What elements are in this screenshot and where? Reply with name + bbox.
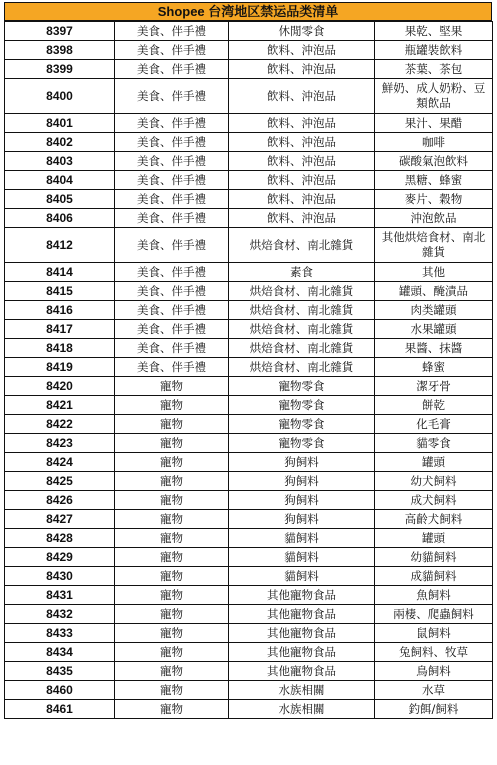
category-cat2-cell: 寵物零食 — [229, 415, 375, 434]
category-cat1-cell: 美食、伴手禮 — [115, 209, 229, 228]
category-cat1-cell: 美食、伴手禮 — [115, 339, 229, 358]
category-cat2-cell: 其他寵物食品 — [229, 624, 375, 643]
category-cat2-cell: 烘焙食材、南北雜貨 — [229, 339, 375, 358]
category-cat3-cell: 咖啡 — [375, 133, 493, 152]
category-code-cell: 8400 — [5, 79, 115, 114]
category-code-cell: 8397 — [5, 22, 115, 41]
category-cat3-cell: 幼犬飼料 — [375, 472, 493, 491]
category-cat3-cell: 其他烘焙食材、南北雜貨 — [375, 228, 493, 263]
category-cat2-cell: 素食 — [229, 263, 375, 282]
table-row — [5, 22, 493, 41]
category-cat3-cell: 潔牙骨 — [375, 377, 493, 396]
category-cat2-cell: 烘焙食材、南北雜貨 — [229, 228, 375, 263]
category-cat3-cell: 其他 — [375, 263, 493, 282]
category-table — [4, 21, 493, 719]
category-cat2-cell: 貓飼料 — [229, 567, 375, 586]
table-row — [5, 396, 493, 415]
category-cat1-cell: 美食、伴手禮 — [115, 171, 229, 190]
category-cat1-cell: 寵物 — [115, 415, 229, 434]
table-row — [5, 41, 493, 60]
sheet-title: Shopee 台湾地区禁运品类清单 — [4, 2, 492, 21]
category-code-cell: 8415 — [5, 282, 115, 301]
category-code-cell: 8433 — [5, 624, 115, 643]
category-cat3-cell: 高齡犬飼料 — [375, 510, 493, 529]
category-cat3-cell: 沖泡飲品 — [375, 209, 493, 228]
category-cat3-cell: 幼貓飼料 — [375, 548, 493, 567]
category-cat2-cell: 休閒零食 — [229, 22, 375, 41]
category-cat3-cell: 鼠飼料 — [375, 624, 493, 643]
category-code-cell: 8418 — [5, 339, 115, 358]
table-body — [5, 22, 493, 719]
table-row — [5, 190, 493, 209]
table-row — [5, 320, 493, 339]
category-cat2-cell: 飲料、沖泡品 — [229, 190, 375, 209]
category-code-cell: 8419 — [5, 358, 115, 377]
category-cat3-cell: 罐頭 — [375, 529, 493, 548]
category-code-cell: 8417 — [5, 320, 115, 339]
category-code-cell: 8404 — [5, 171, 115, 190]
table-row — [5, 358, 493, 377]
category-cat1-cell: 寵物 — [115, 529, 229, 548]
category-cat1-cell: 美食、伴手禮 — [115, 133, 229, 152]
category-cat1-cell: 美食、伴手禮 — [115, 228, 229, 263]
category-cat1-cell: 寵物 — [115, 434, 229, 453]
category-cat1-cell: 美食、伴手禮 — [115, 263, 229, 282]
category-cat2-cell: 其他寵物食品 — [229, 586, 375, 605]
category-cat1-cell: 寵物 — [115, 396, 229, 415]
category-cat2-cell: 狗飼料 — [229, 491, 375, 510]
category-cat2-cell: 烘焙食材、南北雜貨 — [229, 282, 375, 301]
category-cat1-cell: 寵物 — [115, 491, 229, 510]
table-row — [5, 453, 493, 472]
category-cat2-cell: 寵物零食 — [229, 434, 375, 453]
table-row — [5, 548, 493, 567]
category-code-cell: 8460 — [5, 681, 115, 700]
category-cat3-cell: 果醬、抹醬 — [375, 339, 493, 358]
table-row — [5, 662, 493, 681]
table-row — [5, 282, 493, 301]
category-cat2-cell: 飲料、沖泡品 — [229, 79, 375, 114]
category-cat3-cell: 水果罐頭 — [375, 320, 493, 339]
category-cat3-cell: 蜂蜜 — [375, 358, 493, 377]
category-cat1-cell: 寵物 — [115, 548, 229, 567]
category-code-cell: 8416 — [5, 301, 115, 320]
table-row — [5, 263, 493, 282]
category-cat1-cell: 美食、伴手禮 — [115, 358, 229, 377]
category-code-cell: 8403 — [5, 152, 115, 171]
category-cat2-cell: 貓飼料 — [229, 548, 375, 567]
category-cat1-cell: 美食、伴手禮 — [115, 114, 229, 133]
category-cat3-cell: 成犬飼料 — [375, 491, 493, 510]
category-cat2-cell: 水族相關 — [229, 700, 375, 719]
category-code-cell: 8424 — [5, 453, 115, 472]
category-cat3-cell: 兔飼料、牧草 — [375, 643, 493, 662]
category-code-cell: 8426 — [5, 491, 115, 510]
category-code-cell: 8430 — [5, 567, 115, 586]
category-cat2-cell: 飲料、沖泡品 — [229, 133, 375, 152]
table-row — [5, 171, 493, 190]
category-cat2-cell: 飲料、沖泡品 — [229, 41, 375, 60]
category-cat1-cell: 寵物 — [115, 624, 229, 643]
category-cat2-cell: 貓飼料 — [229, 529, 375, 548]
category-code-cell: 8434 — [5, 643, 115, 662]
category-cat1-cell: 美食、伴手禮 — [115, 190, 229, 209]
category-code-cell: 8421 — [5, 396, 115, 415]
category-code-cell: 8423 — [5, 434, 115, 453]
category-cat3-cell: 水草 — [375, 681, 493, 700]
table-row — [5, 567, 493, 586]
category-cat3-cell: 餅乾 — [375, 396, 493, 415]
category-cat1-cell: 美食、伴手禮 — [115, 60, 229, 79]
category-code-cell: 8427 — [5, 510, 115, 529]
category-cat2-cell: 烘焙食材、南北雜貨 — [229, 320, 375, 339]
table-row — [5, 339, 493, 358]
category-cat3-cell: 釣餌/飼料 — [375, 700, 493, 719]
category-cat1-cell: 美食、伴手禮 — [115, 22, 229, 41]
category-code-cell: 8402 — [5, 133, 115, 152]
table-row — [5, 643, 493, 662]
table-row — [5, 79, 493, 114]
table-row — [5, 228, 493, 263]
category-cat3-cell: 化毛膏 — [375, 415, 493, 434]
table-row — [5, 510, 493, 529]
table-row — [5, 529, 493, 548]
table-row — [5, 133, 493, 152]
category-cat1-cell: 美食、伴手禮 — [115, 301, 229, 320]
category-cat3-cell: 瓶罐裝飲料 — [375, 41, 493, 60]
category-cat2-cell: 飲料、沖泡品 — [229, 171, 375, 190]
table-row — [5, 700, 493, 719]
table-row — [5, 152, 493, 171]
table-row — [5, 624, 493, 643]
category-cat1-cell: 美食、伴手禮 — [115, 320, 229, 339]
category-cat2-cell: 烘焙食材、南北雜貨 — [229, 301, 375, 320]
category-code-cell: 8412 — [5, 228, 115, 263]
category-cat2-cell: 飲料、沖泡品 — [229, 209, 375, 228]
category-cat3-cell: 碳酸氣泡飲料 — [375, 152, 493, 171]
table-row — [5, 114, 493, 133]
category-cat1-cell: 寵物 — [115, 453, 229, 472]
category-code-cell: 8429 — [5, 548, 115, 567]
category-cat3-cell: 果乾、堅果 — [375, 22, 493, 41]
table-row — [5, 681, 493, 700]
category-cat1-cell: 寵物 — [115, 643, 229, 662]
category-cat2-cell: 其他寵物食品 — [229, 643, 375, 662]
category-code-cell: 8398 — [5, 41, 115, 60]
category-cat2-cell: 狗飼料 — [229, 472, 375, 491]
category-code-cell: 8420 — [5, 377, 115, 396]
category-cat2-cell: 其他寵物食品 — [229, 605, 375, 624]
category-cat3-cell: 成貓飼料 — [375, 567, 493, 586]
category-code-cell: 8405 — [5, 190, 115, 209]
category-cat1-cell: 寵物 — [115, 605, 229, 624]
category-cat3-cell: 罐頭 — [375, 453, 493, 472]
category-cat2-cell: 狗飼料 — [229, 510, 375, 529]
category-cat1-cell: 美食、伴手禮 — [115, 79, 229, 114]
table-row — [5, 605, 493, 624]
category-cat3-cell: 黑糖、蜂蜜 — [375, 171, 493, 190]
category-cat1-cell: 寵物 — [115, 472, 229, 491]
table-row — [5, 377, 493, 396]
category-cat3-cell: 魚飼料 — [375, 586, 493, 605]
category-code-cell: 8401 — [5, 114, 115, 133]
table-row — [5, 491, 493, 510]
table-row — [5, 60, 493, 79]
category-code-cell: 8432 — [5, 605, 115, 624]
category-cat2-cell: 飲料、沖泡品 — [229, 114, 375, 133]
category-code-cell: 8431 — [5, 586, 115, 605]
category-cat1-cell: 寵物 — [115, 662, 229, 681]
category-cat2-cell: 其他寵物食品 — [229, 662, 375, 681]
category-cat3-cell: 果汁、果醋 — [375, 114, 493, 133]
category-cat2-cell: 寵物零食 — [229, 377, 375, 396]
category-cat3-cell: 鳥飼料 — [375, 662, 493, 681]
category-cat3-cell: 兩棲、爬蟲飼料 — [375, 605, 493, 624]
category-cat2-cell: 狗飼料 — [229, 453, 375, 472]
category-cat1-cell: 寵物 — [115, 377, 229, 396]
category-cat3-cell: 鮮奶、成人奶粉、豆類飲品 — [375, 79, 493, 114]
table-row — [5, 434, 493, 453]
category-cat2-cell: 飲料、沖泡品 — [229, 152, 375, 171]
category-cat3-cell: 罐頭、醃漬品 — [375, 282, 493, 301]
category-code-cell: 8399 — [5, 60, 115, 79]
category-cat3-cell: 茶葉、茶包 — [375, 60, 493, 79]
category-cat2-cell: 寵物零食 — [229, 396, 375, 415]
table-row — [5, 472, 493, 491]
category-cat1-cell: 美食、伴手禮 — [115, 152, 229, 171]
category-cat2-cell: 烘焙食材、南北雜貨 — [229, 358, 375, 377]
table-row — [5, 415, 493, 434]
prohibited-category-sheet — [4, 2, 492, 719]
category-cat2-cell: 飲料、沖泡品 — [229, 60, 375, 79]
category-cat1-cell: 寵物 — [115, 700, 229, 719]
category-code-cell: 8435 — [5, 662, 115, 681]
table-row — [5, 301, 493, 320]
category-cat1-cell: 寵物 — [115, 567, 229, 586]
category-cat3-cell: 貓零食 — [375, 434, 493, 453]
category-code-cell: 8461 — [5, 700, 115, 719]
category-code-cell: 8425 — [5, 472, 115, 491]
category-cat3-cell: 肉类罐頭 — [375, 301, 493, 320]
category-cat2-cell: 水族相關 — [229, 681, 375, 700]
category-cat1-cell: 寵物 — [115, 510, 229, 529]
category-cat1-cell: 美食、伴手禮 — [115, 282, 229, 301]
category-cat1-cell: 美食、伴手禮 — [115, 41, 229, 60]
category-code-cell: 8428 — [5, 529, 115, 548]
category-code-cell: 8406 — [5, 209, 115, 228]
category-cat3-cell: 麥片、穀物 — [375, 190, 493, 209]
table-row — [5, 586, 493, 605]
category-code-cell: 8414 — [5, 263, 115, 282]
category-cat1-cell: 寵物 — [115, 681, 229, 700]
category-cat1-cell: 寵物 — [115, 586, 229, 605]
category-code-cell: 8422 — [5, 415, 115, 434]
table-row — [5, 209, 493, 228]
